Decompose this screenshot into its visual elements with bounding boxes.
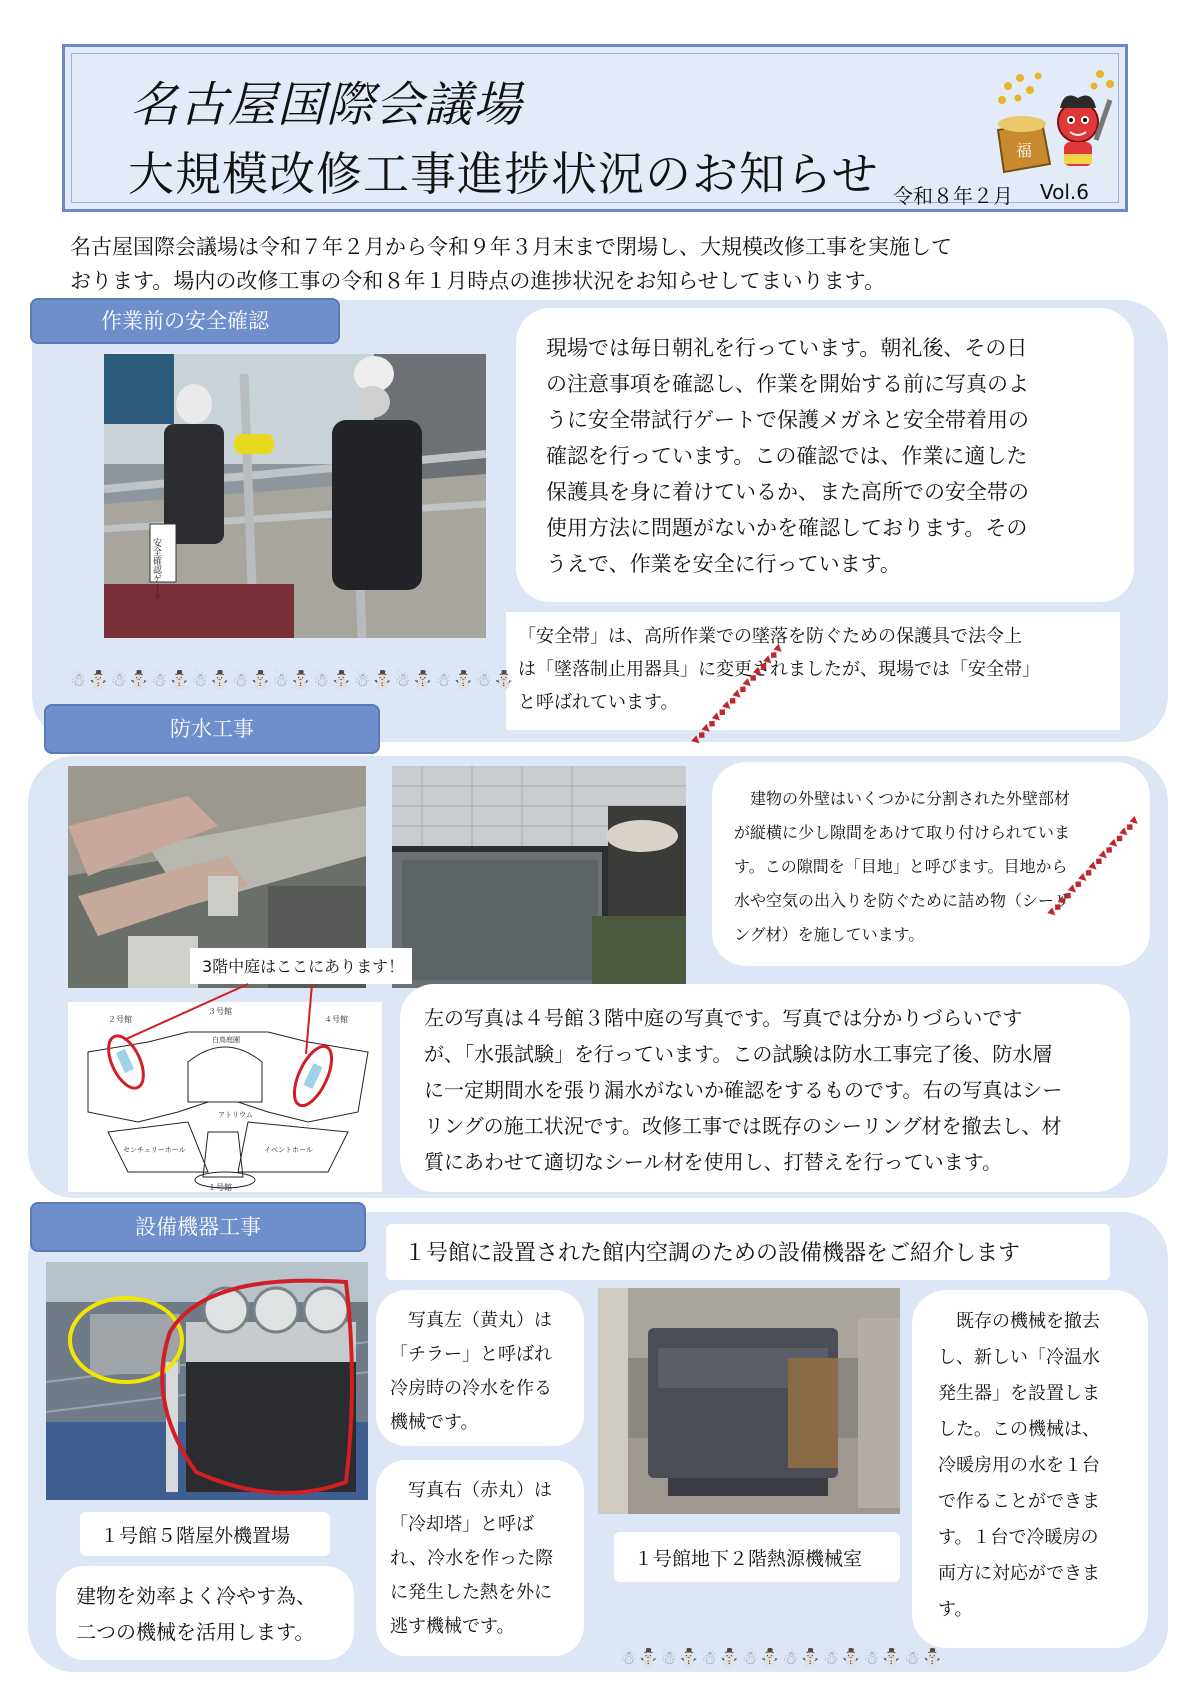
waterproof-body-line: リングの施工状況です。改修工事では既存のシーリング材を撤去し、材 [424, 1114, 1062, 1138]
map-label-building3: ３号館 [208, 1007, 232, 1016]
garland-decoration-top: ▼◆▼◆▼◆▼◆▼◆▼◆▼◆▼◆▼ [690, 642, 786, 748]
oni-mascot-illustration [990, 60, 1120, 180]
garland-decoration-right: ▼◆▼◆▼◆▼◆▼◆▼◆▼◆▼◆▼ [1046, 814, 1142, 920]
cooling-tower-text-line: 逃す機械です。 [390, 1616, 515, 1637]
machine-room-caption: １号館地下２階熱源機械室 [634, 1548, 863, 1570]
cooling-tower-text-line: に発生した熱を外に [390, 1582, 552, 1603]
cooling-tower-text-line: 写真右（赤丸）は [390, 1480, 552, 1501]
chiller-text-line: 「チラー」と呼ばれ [390, 1344, 552, 1365]
heat-source-bubble [912, 1290, 1148, 1648]
joint-text-line: 水や空気の出入りを防ぐために詰め物（シーリ [734, 891, 1071, 910]
intro-line-1: 名古屋国際会議場は令和７年２月から令和９年３月末まで閉場し、大規模改修工事を実施して [70, 235, 952, 259]
waterproof-body-line: 左の写真は４号館３階中庭の写真です。写真では分かりづらいです [424, 1006, 1023, 1030]
chiller-text-line: 写真左（黄丸）は [390, 1310, 552, 1331]
map-label-building4: ４号館 [324, 1015, 348, 1024]
efficiency-note-line: 二つの機械を活用します。 [76, 1620, 315, 1644]
fuku-character: 福 [1016, 141, 1033, 160]
safety-gate-sign: 安全確認ゲート [151, 538, 161, 601]
venue-name: 名古屋国際会議場 [130, 77, 523, 133]
joint-text-line: 建物の外壁はいくつかに分割された外壁部材 [734, 789, 1071, 808]
rooftop-equipment-photo [46, 1262, 368, 1500]
safety-body-line: 保護具を身に着けているか、また高所での安全帯の [546, 480, 1029, 504]
chiller-bubble [376, 1290, 584, 1446]
map-label-century-hall: センチュリーホール [123, 1146, 186, 1154]
page-title: 大規模改修工事進捗状況のお知らせ [128, 147, 879, 201]
cooling-tower-bubble [376, 1460, 584, 1656]
rooftop-caption-box [80, 1512, 330, 1556]
heat-source-machine-photo [598, 1288, 900, 1514]
joint-explanation-bubble [712, 762, 1150, 966]
safety-body-line: 使用方法に問題がないかを確認しております。その [546, 516, 1028, 540]
chiller-text-line: 冷房時の冷水を作る [390, 1378, 552, 1399]
heat-source-text-line: 冷暖房用の水を１台 [938, 1455, 1100, 1476]
equipment-section-label: 設備機器工事 [30, 1202, 366, 1252]
map-label-garden: 白鳥庭園 [212, 1036, 240, 1044]
cooling-tower-text-line: れ、冷水を作った際 [390, 1548, 554, 1569]
map-label-building1: １号館 [208, 1183, 232, 1192]
safety-body-line: うに安全帯試行ゲートで保護メガネと安全帯着用の [546, 408, 1029, 432]
safety-body-bubble [516, 308, 1134, 602]
heat-source-text-line: す。 [938, 1599, 973, 1620]
heat-source-text-line: す。１台で冷暖房の [938, 1527, 1099, 1548]
map-label-atrium: アトリウム [218, 1111, 253, 1119]
joint-text-line: ング材）を施しています。 [734, 925, 925, 944]
heat-source-text-line: で作ることができま [938, 1491, 1100, 1512]
bean-scatter [998, 70, 1114, 104]
issue-volume: Vol.6 [1040, 180, 1090, 204]
waterproof-body-line: 質にあわせて適切なシール材を使用し、打替えを行っています。 [424, 1150, 1002, 1174]
rooftop-caption: １号館５階屋外機置場 [100, 1525, 291, 1547]
safety-note-box [506, 612, 1120, 730]
safety-gate-photo [104, 354, 486, 638]
joint-text-line: が縦横に少し隙間をあけて取り付けられていま [734, 823, 1071, 842]
heat-source-text-line: し、新しい「冷温水 [938, 1347, 1100, 1368]
efficiency-note-line: 建物を効率よく冷やす為、 [76, 1584, 316, 1608]
map-label-building2: ２号館 [108, 1015, 132, 1024]
joint-text-line: す。この隙間を「目地」と呼びます。目地から [734, 857, 1068, 876]
heat-source-text-line: 既存の機械を撤去 [938, 1311, 1100, 1332]
waterproof-section-label: 防水工事 [44, 704, 380, 754]
heat-source-text-line: した。この機械は、 [938, 1419, 1100, 1440]
map-label-event-hall: イベントホール [264, 1146, 313, 1154]
machine-room-caption-box [614, 1532, 900, 1582]
equipment-headline-box [386, 1224, 1110, 1280]
safety-note-line: は「墜落制止用器具」に変更されましたが、現場では「安全帯」 [518, 659, 1040, 680]
waterproof-body-line: が、「水張試験」を行っています。この試験は防水工事完了後、防水層 [424, 1042, 1053, 1066]
efficiency-note-bubble [56, 1566, 354, 1660]
safety-note-line: と呼ばれています。 [518, 692, 679, 713]
chiller-text-line: 機械です。 [390, 1412, 479, 1433]
oni-figure [1058, 96, 1110, 166]
courtyard-callout-box [190, 948, 412, 984]
callout-pointer-lines [68, 980, 388, 1080]
intro-line-2: おります。場内の改修工事の令和８年１月時点の進捗状況をお知らせしてまいります。 [70, 269, 886, 293]
snowman-decoration: ☃⛄☃⛄☃⛄☃⛄☃⛄☃⛄☃⛄☃⛄☃⛄☃⛄☃⛄ [70, 670, 517, 691]
safety-body-line: 確認を行っています。この確認では、作業に適した [546, 444, 1028, 468]
heat-source-text-line: 両方に対応ができま [938, 1563, 1100, 1584]
sealing-work-photo [392, 766, 686, 988]
heat-source-text-line: 発生器」を設置しま [938, 1383, 1100, 1404]
courtyard-callout-text: 3階中庭はここにあります！ [202, 957, 405, 976]
waterproof-body-bubble [400, 984, 1130, 1192]
snowman-decoration-bottom: ☃⛄☃⛄☃⛄☃⛄☃⛄☃⛄☃⛄☃⛄ [620, 1648, 945, 1669]
issue-date: 令和８年２月 [893, 184, 1013, 208]
cooling-tower-text-line: 「冷却塔」と呼ば [390, 1514, 534, 1535]
safety-note-line: 「安全帯」は、高所作業での墜落を防ぐための保護具で法令上 [518, 626, 1022, 647]
waterproof-body-line: に一定期間水を張り漏水がないか確認をするものです。右の写真はシー [424, 1078, 1063, 1102]
safety-body-line: うえで、作業を安全に行っています。 [546, 552, 901, 576]
safety-body-line: の注意事項を確認し、作業を開始する前に写真のよ [546, 372, 1029, 396]
safety-section-label: 作業前の安全確認 [30, 298, 340, 344]
equipment-headline: １号館に設置された館内空調のための設備機器をご紹介します [404, 1241, 1021, 1266]
safety-body-line: 現場では毎日朝礼を行っています。朝礼後、その日 [546, 336, 1028, 360]
